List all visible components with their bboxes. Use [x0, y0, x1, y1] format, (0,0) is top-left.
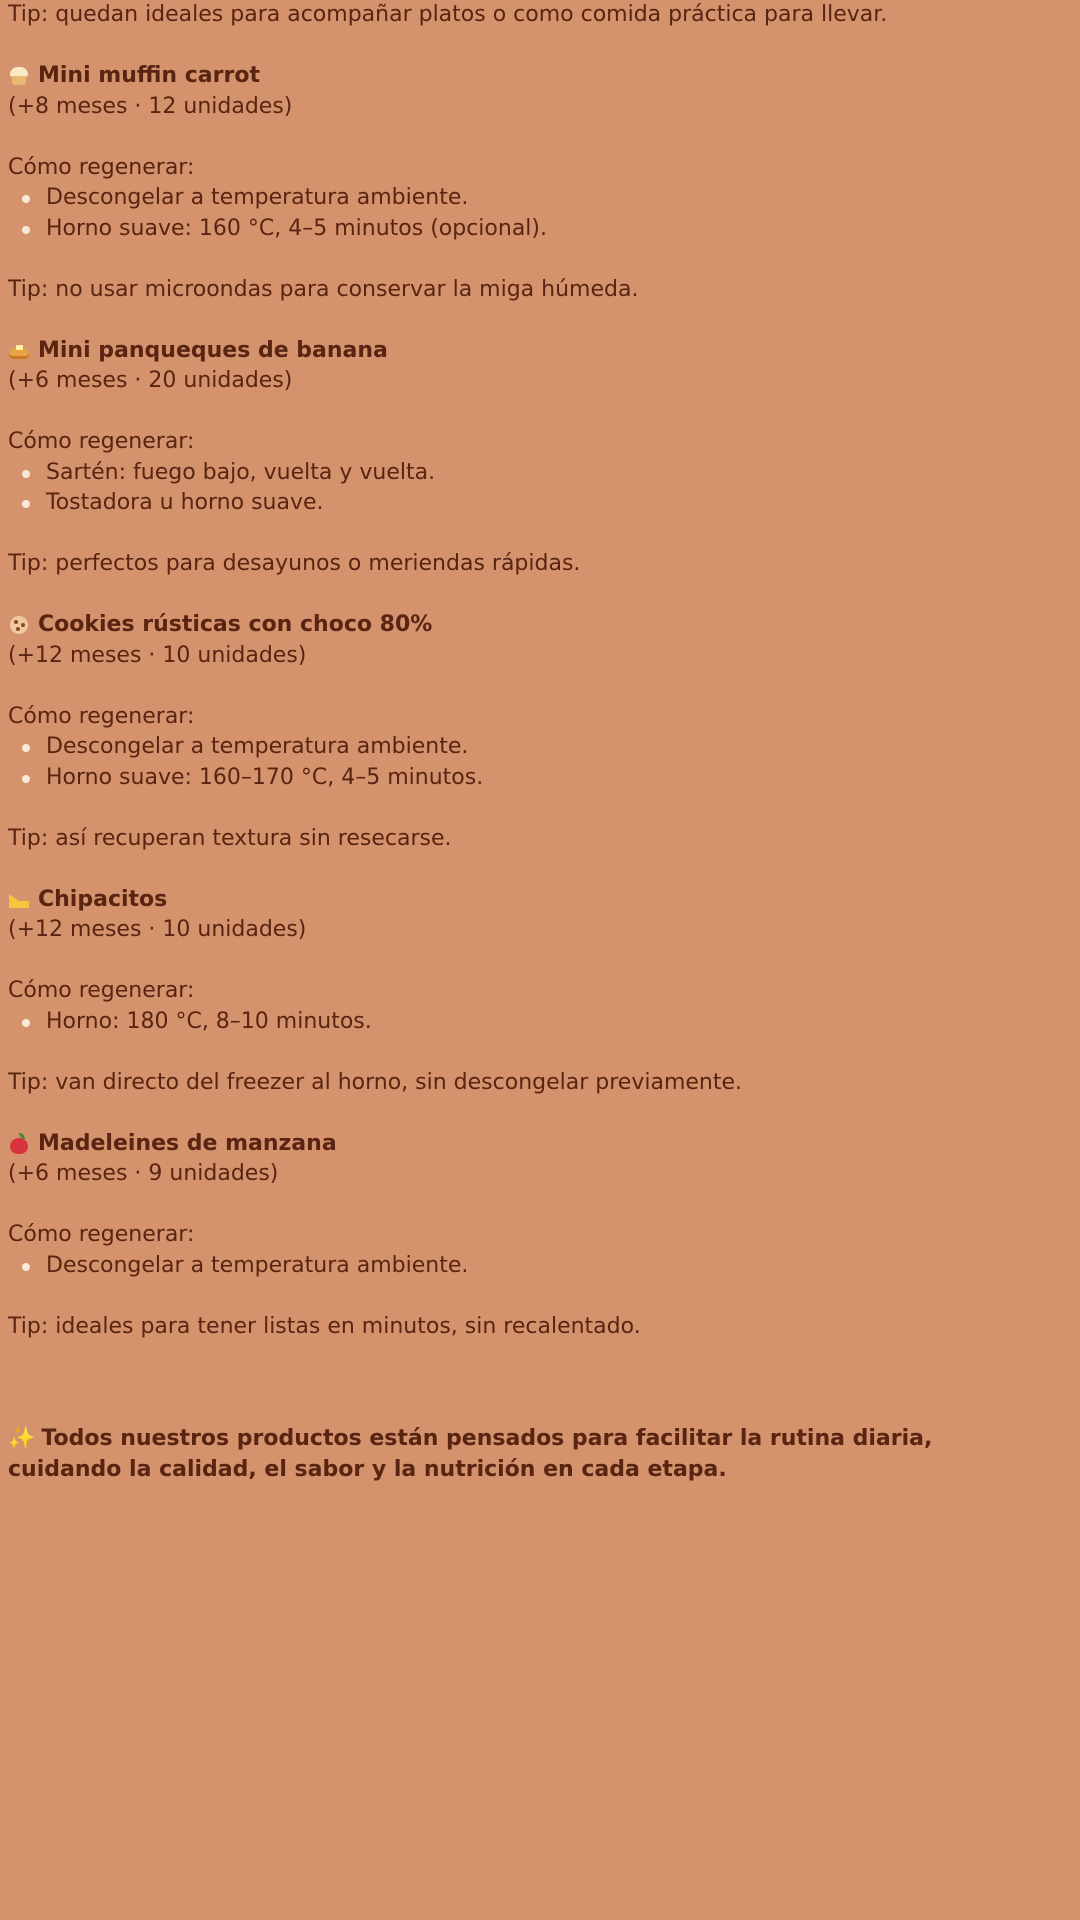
bullet-icon [22, 195, 30, 203]
product-block [8, 1129, 1072, 1343]
regen-label: Cómo regenerar: [8, 703, 195, 729]
bullet-icon [22, 226, 30, 234]
product-meta: (+8 meses · 12 unidades) [8, 93, 293, 119]
bullet-icon [22, 1019, 30, 1027]
product-tip: Tip: ideales para tener listas en minutos, sin recalentado. [8, 1313, 641, 1339]
regen-label: Cómo regenerar: [8, 154, 195, 180]
regen-steps [8, 732, 1072, 793]
bullet-icon [22, 1263, 30, 1271]
product-title: Cookies rústicas con choco 80% [38, 612, 433, 637]
product-meta: (+6 meses · 9 unidades) [8, 1161, 279, 1186]
apple-icon [8, 1133, 30, 1155]
product-title: Chipacitos [38, 886, 168, 912]
product-title: Mini muffin carrot [38, 63, 260, 88]
regen-steps [8, 458, 1072, 519]
intro-tip: Tip: quedan ideales para acompañar platos o como comida práctica para llevar. [8, 2, 888, 27]
bullet-icon [22, 775, 30, 783]
list-item: Horno suave: 160–170 °C, 4–5 minutos. [8, 763, 1072, 794]
muffin-icon [8, 65, 30, 87]
bullet-icon [22, 500, 30, 508]
bullet-icon [22, 470, 30, 478]
list-item: Descongelar a temperatura ambiente. [8, 183, 1072, 214]
cookie-icon [8, 614, 30, 636]
product-tip: Tip: van directo del freezer al horno, sin descongelar previamente. [8, 1069, 743, 1095]
pancake-icon [8, 340, 30, 362]
regen-label: Cómo regenerar: [8, 429, 195, 454]
list-item: Descongelar a temperatura ambiente. [8, 732, 1072, 763]
regen-label: Cómo regenerar: [8, 978, 195, 1003]
sparkles-icon: ✨ [8, 1426, 36, 1451]
list-item: Horno: 180 °C, 8–10 minutos. [8, 1007, 1072, 1038]
product-title: Mini panqueques de banana [38, 337, 388, 363]
product-block [8, 61, 1072, 336]
list-item: Horno suave: 160 °C, 4–5 minutos (opcional). [8, 214, 1072, 245]
list-item: Tostadora u horno suave. [8, 488, 1072, 519]
product-block [8, 885, 1072, 1129]
cheese-icon [8, 889, 30, 911]
product-title: Madeleines de manzana [38, 1130, 337, 1156]
list-item: Sartén: fuego bajo, vuelta y vuelta. [8, 458, 1072, 489]
regen-steps [8, 1007, 1072, 1038]
closing-note: ✨ Todos nuestros productos están pensados para facilitar la rutina diaria, cuidando la calidad, el sabor y la nutrición en cada etapa. [8, 1426, 933, 1482]
list-item: Descongelar a temperatura ambiente. [8, 1251, 1072, 1282]
regen-label: Cómo regenerar: [8, 1222, 195, 1247]
product-block [8, 610, 1072, 885]
product-meta: (+6 meses · 20 unidades) [8, 368, 293, 393]
product-meta: (+12 meses · 10 unidades) [8, 917, 307, 942]
product-block [8, 336, 1072, 611]
regen-steps [8, 183, 1072, 244]
regen-steps [8, 1251, 1072, 1282]
product-meta: (+12 meses · 10 unidades) [8, 642, 307, 668]
product-tip: Tip: perfectos para desayunos o meriendas rápidas. [8, 551, 581, 576]
product-tip: Tip: así recuperan textura sin resecarse. [8, 825, 452, 851]
product-tip: Tip: no usar microondas para conservar la miga húmeda. [8, 276, 639, 302]
bullet-icon [22, 744, 30, 752]
